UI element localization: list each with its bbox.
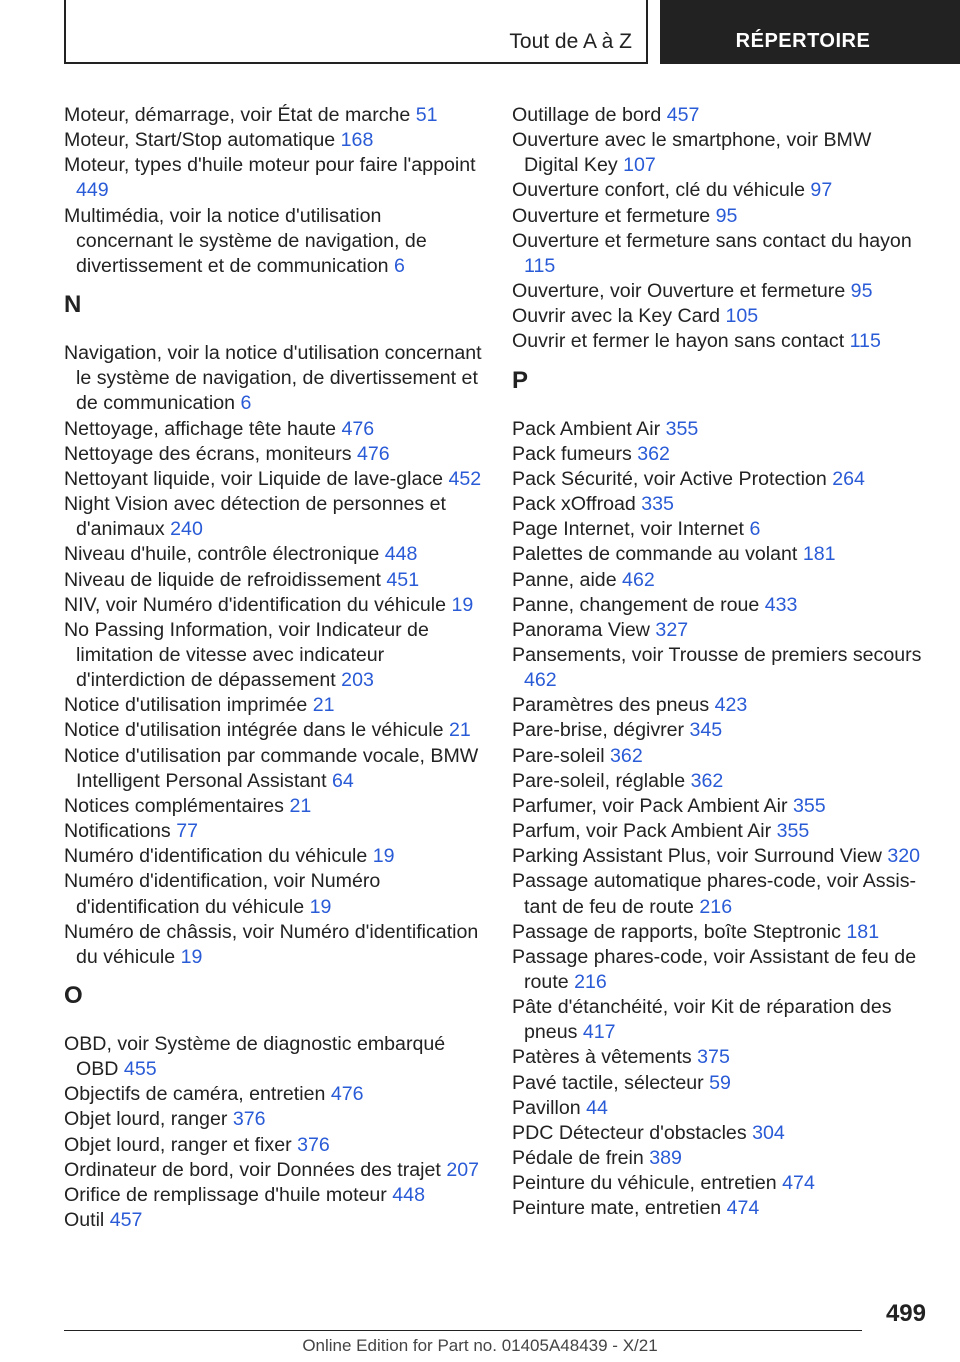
index-entry-term: Moteur, démarrage, voir État de marche [64, 104, 411, 126]
index-entry [512, 618, 924, 643]
page-reference-link[interactable]: 448 [384, 543, 418, 566]
index-entry-term: Ouverture confort, clé du véhicule [512, 179, 805, 202]
index-entry-term: Pack xOffroad [512, 493, 636, 516]
index-entry [64, 1158, 482, 1183]
index-entry-term: Night Vision avec détection de personnes et d'animaux [64, 493, 446, 541]
index-entry [64, 618, 482, 693]
page-reference-link[interactable]: 327 [655, 618, 689, 641]
index-entry-term: Nettoyage, affichage tête haute [64, 417, 336, 440]
page-reference-link[interactable]: 433 [764, 593, 798, 616]
index-entry-term: Objectifs de caméra, entretien [64, 1083, 326, 1106]
index-entry-term: Moteur, types d'huile moteur pour faire l'appoint [64, 154, 476, 177]
index-entry-term: Pack fumeurs [512, 442, 632, 465]
page-reference-link[interactable]: 345 [689, 719, 723, 742]
page-reference-link[interactable]: 417 [582, 1021, 616, 1044]
page-reference-link[interactable]: 362 [690, 769, 724, 792]
index-letter-heading: N [64, 291, 82, 319]
index-entry [64, 819, 482, 844]
index-entry [64, 1107, 482, 1132]
index-entry-term: Numéro de châssis, voir Numéro d'identification du véhicule [64, 920, 479, 968]
page-reference-link[interactable]: 476 [341, 417, 375, 440]
index-entry [64, 693, 482, 718]
page-reference-link[interactable]: 64 [331, 769, 354, 792]
index-entry-term: Numéro d'identification du véhicule [64, 845, 368, 868]
page-reference-link[interactable]: 476 [356, 442, 390, 465]
page-reference-link[interactable]: 457 [666, 104, 700, 126]
page-reference-link[interactable]: 476 [330, 1083, 364, 1106]
index-entry [64, 542, 482, 567]
index-entry-term: Ouvrir et fermer le hayon sans contact [512, 330, 845, 353]
page-reference-link[interactable]: 95 [715, 204, 738, 227]
index-entry [64, 103, 482, 128]
index-entry-term: Ouverture, voir Ouverture et fermeture [512, 280, 846, 303]
index-entry-term: No Passing Information, voir Indicateur de limitation de vitesse avec indicateur d'interdiction de dépassement [64, 618, 429, 692]
index-entry-term: Nettoyage des écrans, moniteurs [64, 442, 352, 465]
footer-divider [64, 1330, 862, 1331]
page-reference-link[interactable]: 107 [623, 154, 656, 177]
page-reference-link[interactable]: 452 [448, 467, 482, 490]
chapter-tab[interactable] [660, 0, 960, 64]
index-entry-term: Panorama View [512, 618, 650, 641]
page-reference-link[interactable]: 6 [394, 254, 405, 277]
index-entry-term: Panne, aide [512, 568, 617, 591]
index-entry [64, 467, 482, 492]
index-entry [512, 718, 924, 743]
page-reference-link[interactable]: 95 [850, 280, 873, 303]
index-entry-term: NIV, voir Numéro d'identification du véhicule [64, 593, 447, 616]
index-entry-term: Pavillon [512, 1096, 581, 1119]
index-entry-term: Pare-brise, dégivrer [512, 719, 685, 742]
index-entry-term: Outil [64, 1209, 105, 1232]
index-entry [512, 844, 924, 869]
page-reference-link[interactable]: 181 [846, 920, 880, 943]
page-header [0, 0, 960, 66]
index-entry-term: Parfum, voir Pack Ambient Air [512, 820, 772, 843]
page-reference-link[interactable]: 6 [240, 392, 252, 415]
index-entry-term: Navigation, voir la notice d'utilisation concernant le système de navigation, de divertissement et de communication [64, 342, 482, 415]
index-entry [512, 178, 924, 203]
index-entry [64, 1183, 482, 1208]
index-entry-term: Parking Assistant Plus, voir Surround View [512, 845, 882, 868]
page-reference-link[interactable]: 97 [810, 179, 833, 202]
page-reference-link[interactable]: 51 [415, 104, 438, 126]
index-letter-heading: O [64, 982, 83, 1009]
page-reference-link[interactable]: 264 [832, 467, 865, 490]
index-entry-term: OBD, voir Système de diagnostic embarqué OBD [64, 1033, 446, 1081]
index-entry [512, 204, 924, 229]
page-reference-link[interactable]: 474 [782, 1172, 815, 1195]
page-reference-link[interactable]: 362 [637, 442, 670, 465]
index-entry [512, 1146, 924, 1171]
page-reference-link[interactable]: 376 [232, 1108, 266, 1131]
page-reference-link[interactable]: 462 [622, 568, 655, 591]
index-entry [512, 1196, 924, 1221]
index-entry [512, 945, 924, 995]
page-reference-link[interactable]: 462 [524, 669, 557, 692]
index-entry-term: Objet lourd, ranger et fixer [64, 1133, 292, 1156]
index-entry [512, 1171, 924, 1196]
page-reference-link[interactable]: 451 [386, 568, 420, 591]
index-entry-term: Pédale de frein [512, 1147, 644, 1170]
index-entry-term: PDC Détecteur d'obstacles [512, 1121, 747, 1144]
index-entry [64, 1032, 482, 1082]
index-entry [512, 819, 924, 844]
index-entry-term: Pack Sécurité, voir Active Protection [512, 467, 827, 490]
index-entry-term: Pavé tactile, sélecteur [512, 1071, 704, 1094]
page-reference-link[interactable]: 448 [392, 1183, 425, 1206]
page-reference-link[interactable]: 59 [709, 1071, 731, 1094]
index-entry [512, 128, 924, 178]
index-column-right [512, 103, 924, 1222]
index-entry [512, 769, 924, 794]
page-reference-link[interactable]: 115 [849, 330, 881, 353]
index-entry [64, 844, 482, 869]
index-entry-term: Passage de rapports, boîte Steptronic [512, 920, 841, 943]
index-entry-term: Outillage de bord [512, 104, 662, 126]
page-reference-link[interactable]: 216 [574, 971, 607, 993]
index-entry [64, 417, 482, 442]
index-entry-term: Pansements, voir Trousse de premiers secours [512, 643, 922, 666]
index-entry-term: Niveau d'huile, contrôle électronique [64, 543, 380, 566]
index-entry [512, 568, 924, 593]
page-reference-link[interactable]: 335 [641, 493, 674, 516]
index-entry [512, 467, 924, 492]
index-entry [512, 869, 924, 919]
index-entry-term: Notice d'utilisation intégrée dans le véhicule [64, 719, 444, 742]
page-reference-link[interactable]: 19 [180, 945, 203, 968]
index-entry-term: Ordinateur de bord, voir Données des trajet [64, 1158, 441, 1181]
index-column-left [64, 103, 482, 1233]
index-entry [64, 1133, 482, 1158]
section-tab[interactable] [64, 0, 648, 64]
page-reference-link[interactable]: 77 [176, 820, 198, 843]
index-entry [512, 329, 924, 354]
page-reference-link[interactable]: 375 [697, 1046, 730, 1069]
index-entry [64, 1082, 482, 1107]
page-reference-link[interactable]: 320 [887, 845, 921, 868]
page-reference-link[interactable]: 105 [725, 305, 759, 328]
index-entry-term: Page Internet, voir Internet [512, 518, 744, 541]
index-entry-term: Pare-soleil [512, 744, 605, 767]
index-entry [64, 568, 482, 593]
chapter-tab-label: RÉPERTOIRE [735, 30, 871, 52]
index-entry-term: Ouvrir avec la Key Card [512, 305, 720, 328]
index-entry [512, 542, 924, 567]
index-entry [64, 593, 482, 618]
index-entry-term: Niveau de liquide de refroidissement [64, 568, 381, 591]
index-entry [512, 995, 924, 1045]
index-entry-term: Pack Ambient Air [512, 417, 661, 440]
index-entry-term: Panne, changement de roue [512, 593, 760, 616]
page-reference-link[interactable]: 449 [76, 179, 109, 202]
index-entry [512, 103, 924, 128]
index-entry-term: Peinture mate, entretien [512, 1197, 722, 1220]
index-entry-term: Moteur, Start/Stop automatique [64, 129, 336, 152]
index-entry-term: Passage automatique phares-code, voir Assistant de feu de route [512, 870, 917, 918]
index-entry [64, 869, 482, 919]
page-reference-link[interactable]: 304 [752, 1121, 785, 1144]
index-entry [64, 128, 482, 153]
page-reference-link[interactable]: 6 [749, 518, 761, 541]
index-entry-term: Notices complémentaires [64, 794, 284, 817]
index-entry-term: Parfumer, voir Pack Ambient Air [512, 794, 788, 817]
page-reference-link[interactable]: 362 [610, 744, 643, 767]
page-reference-link[interactable]: 355 [776, 820, 810, 843]
section-tab-label: Tout de A à Z [509, 30, 632, 53]
page-reference-link[interactable]: 21 [312, 694, 335, 717]
page-reference-link[interactable]: 355 [665, 417, 699, 440]
index-entry [512, 229, 924, 279]
index-entry [512, 492, 924, 517]
page-reference-link[interactable]: 203 [341, 669, 374, 692]
index-entry [64, 153, 482, 203]
index-entry-term: Passage phares-code, voir Assistant de feu de route [512, 945, 917, 993]
page-reference-link[interactable]: 21 [448, 719, 471, 742]
page-reference-link[interactable]: 216 [699, 895, 733, 918]
index-entry [512, 1096, 924, 1121]
page-reference-link[interactable]: 457 [109, 1209, 143, 1232]
index-entry [64, 492, 482, 542]
index-entry [64, 718, 482, 743]
page-reference-link[interactable]: 168 [340, 129, 374, 152]
index-entry [64, 920, 482, 970]
index-entry-term: Orifice de remplissage d'huile moteur [64, 1183, 387, 1206]
page-reference-link[interactable]: 181 [802, 543, 836, 566]
page-reference-link[interactable]: 44 [586, 1096, 608, 1119]
page-reference-link[interactable]: 19 [309, 895, 332, 918]
page-reference-link[interactable]: 423 [714, 694, 748, 717]
index-entry-term: Notice d'utilisation imprimée [64, 694, 308, 717]
index-entry [512, 593, 924, 618]
index-entry-term: Pâte d'étanchéité, voir Kit de réparation des pneus [512, 996, 892, 1044]
index-entry [512, 517, 924, 542]
index-entry [64, 1208, 482, 1233]
page-reference-link[interactable]: 376 [297, 1133, 330, 1156]
index-entry [512, 1045, 924, 1070]
page-number: 499 [885, 1300, 926, 1327]
index-entry-term: Palettes de commande au volant [512, 543, 798, 566]
page-reference-link[interactable]: 115 [524, 254, 556, 277]
index-entry [512, 794, 924, 819]
page-reference-link[interactable]: 19 [451, 593, 474, 616]
page-reference-link[interactable]: 389 [649, 1147, 682, 1170]
page-reference-link[interactable]: 355 [792, 794, 826, 817]
index-entry [64, 794, 482, 819]
page-reference-link[interactable]: 240 [170, 518, 203, 541]
index-entry-term: Nettoyant liquide, voir Liquide de lave-glace [64, 467, 444, 490]
footer-edition-text: Online Edition for Part no. 01405A48439 - X/21 [302, 1336, 658, 1355]
index-entry [64, 204, 482, 279]
index-entry [512, 643, 924, 693]
index-entry [64, 744, 482, 794]
page-reference-link[interactable]: 474 [726, 1197, 760, 1220]
page-reference-link[interactable]: 207 [446, 1158, 480, 1181]
page-reference-link[interactable]: 21 [289, 794, 312, 817]
index-entry-term: Objet lourd, ranger [64, 1108, 228, 1131]
index-entry-term: Ouverture et fermeture sans contact du hayon [512, 229, 912, 252]
index-entry [512, 744, 924, 769]
index-entry [512, 1071, 924, 1096]
index-entry-term: Multimédia, voir la notice d'utilisation concernant le système de navigation, de divertissement et de communication [64, 204, 427, 277]
index-entry [512, 920, 924, 945]
index-entry-term: Ouverture avec le smartphone, voir BMW Digital Key [512, 129, 872, 177]
index-entry-term: Notice d'utilisation par commande vocale, BMW Intelligent Personal Assistant [64, 744, 479, 792]
index-entry [512, 279, 924, 304]
index-entry-term: Paramètres des pneus [512, 694, 710, 717]
page-reference-link[interactable]: 455 [123, 1058, 157, 1081]
index-letter-heading: P [512, 366, 529, 394]
index-entry-term: Patères à vêtements [512, 1046, 692, 1069]
index-entry [512, 1121, 924, 1146]
index-entry-term: Pare-soleil, réglable [512, 769, 686, 792]
index-entry-term: Notifications [64, 820, 171, 843]
index-entry [512, 693, 924, 718]
index-entry [64, 442, 482, 467]
index-entry [64, 341, 482, 416]
index-entry-term: Peinture du véhicule, entretien [512, 1172, 777, 1195]
index-entry [512, 417, 924, 442]
index-entry-term: Ouverture et fermeture [512, 204, 711, 227]
index-entry [512, 442, 924, 467]
index-entry-term: Numéro d'identification, voir Numéro d'identification du véhicule [64, 870, 381, 918]
page-reference-link[interactable]: 19 [372, 845, 395, 868]
index-entry [512, 304, 924, 329]
